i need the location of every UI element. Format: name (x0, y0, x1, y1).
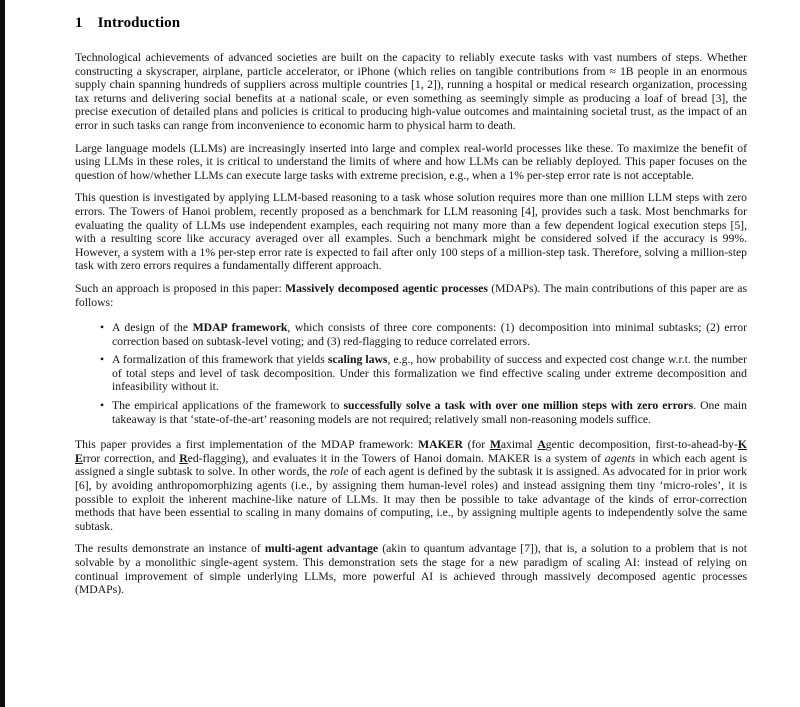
text-run: (akin to quantum advantage [7]), that is, a solution to a problem that is not solvable by a monolithic single-agent system. This demonstration sets the stage for a new paradigm of scaling AI: instead of relying on continual improvement of simple underlying LLMs, more powerful AI is achieved through massively decomposed agentic processes (MDAPs). (75, 542, 747, 597)
text-run: , e.g., how probability of success and expected cost change w.r.t. the number of total steps and level of task decomposition. Under this formalization we find effective scaling under extreme decomposition and infeasibility without it. (112, 353, 747, 394)
text-run: A design of the (112, 321, 193, 335)
text-run: Such an approach is proposed in this paper: (75, 281, 286, 295)
bullet-icon: • (100, 353, 105, 367)
text-run-underline: K (737, 438, 747, 452)
paragraph-maker-implementation (75, 438, 747, 533)
text-run-bold: Massively decomposed agentic processes (285, 281, 488, 295)
paragraph-mdap-proposal (75, 282, 747, 309)
text-run: gentic decomposition, first-to-ahead-by- (545, 438, 738, 452)
list-item-scaling-laws (75, 353, 747, 394)
text-run-bold: MDAP framework (192, 321, 288, 335)
section-heading (75, 15, 747, 32)
contributions-list (75, 321, 747, 426)
text-run: , which consists of three core components: (1) decomposition into minimal subtasks; (2) error correction based on subtask-level voting; and (3) red-flagging to reduce correlated errors. (112, 321, 747, 348)
text-run-underline: M (489, 438, 501, 452)
text-run: A formalization of this framework that yields (112, 353, 328, 367)
text-run-italic: agents (604, 451, 636, 465)
text-run: aximal (500, 438, 538, 452)
page-left-edge-bar (0, 0, 5, 707)
text-run-bold: multi-agent advantage (264, 542, 379, 556)
paragraph-technological-achievements: Technological achievements of advanced societies are built on the capacity to reliably execute tasks with vast numbers of steps. Whether constructing a skyscraper, airplane, particle accelerator, or iPhone (which relies on tangible contributions from ≈ 1B people in an enormous supply chain spanning hundreds of suppliers across multiple countries [1, 2]), running a hospital or medical research organization, processing tax returns and delivering social benefits at a national scale, or even something as seemingly simple as producing a loaf of bread [3], the precise execution of detailed plans and policies is critical to producing high-value outcomes and maintaining societal trust, as the impact of an error in such tasks can range from inconvenience to economic harm to physical harm to death. (75, 51, 747, 132)
text-run: ed-flagging), and evaluates it in the Towers of Hanoi domain. MAKER is a system of (187, 451, 605, 465)
text-run: rror correction, and (82, 451, 180, 465)
paragraph-towers-of-hanoi: This question is investigated by applying LLM-based reasoning to a task whose solution requires more than one million LLM steps with zero errors. The Towers of Hanoi problem, recently proposed as a benchmark for LLM reasoning [4], provides such a task. Most benchmarks for evaluating the quality of LLMs use independent examples, each requiring not many more than a few dependent logical execution steps [5], with a resulting score like accuracy averaged over all examples. Such a benchmark might be considered solved if the accuracy is 99%. However, a system with a 1% per-step error rate is expected to fail after only 100 steps of a million-step task. Therefore, solving a million-step task with zero errors requires a fundamentally different approach. (75, 191, 747, 273)
text-run: (MDAPs). The main contributions of this paper are as follows: (75, 281, 747, 309)
text-run: The results demonstrate an instance of (75, 542, 265, 556)
text-run-bold: successfully solve a task with over one million steps with zero errors (343, 399, 694, 413)
text-run: of each agent is defined by the subtask it is assigned. As advocated for in prior work [6], by avoiding anthropomorphizing agents (i.e., by assigning them human-level roles) and instead assigning them tiny ‘micro-roles’, it is possible to exploit the inherent machine-like nature of LLMs. It may then be possible to take advantage of the kinds of error-correction methods that have been essential to scaling in many domains of computing, i.e., by assigning multiple agents to independently solve the same subtask. (75, 465, 747, 533)
list-item-empirical-applications (75, 399, 747, 426)
bullet-icon: • (100, 399, 105, 413)
paper-content (75, 15, 747, 606)
text-run: This paper provides a first implementation of the MDAP framework: (75, 438, 419, 452)
text-run-underline: A (537, 438, 546, 452)
section-title: Introduction (97, 15, 181, 31)
text-run-underline: R (179, 451, 188, 465)
text-run: (for (462, 438, 490, 452)
list-item-mdap-framework (75, 321, 747, 348)
text-run-bold: scaling laws (327, 353, 388, 367)
text-run: in which each agent is assigned a single subtask to solve. In other words, the (75, 451, 747, 479)
section-number: 1 (75, 15, 83, 31)
text-run-italic: role (330, 465, 349, 479)
paragraph-llms-inserted: Large language models (LLMs) are increasingly inserted into large and complex real-world processes like these. To maximize the benefit of using LLMs in these roles, it is critical to understand the limits of where and how LLMs can be reliably deployed. This paper focuses on the question of how/whether LLMs can execute large tasks with extreme precision, e.g., when a 1% per-step error rate is not acceptable. (75, 141, 747, 182)
paragraph-multi-agent-advantage (75, 542, 747, 596)
text-run: The empirical applications of the framework to (112, 399, 344, 413)
bullet-icon: • (100, 321, 105, 335)
text-run-underline: E (75, 451, 83, 465)
text-run-bold: MAKER (418, 438, 463, 452)
text-run: . One main takeaway is that ‘state-of-the-art’ reasoning models are not required; relatively small non-reasoning models suffice. (112, 399, 747, 426)
